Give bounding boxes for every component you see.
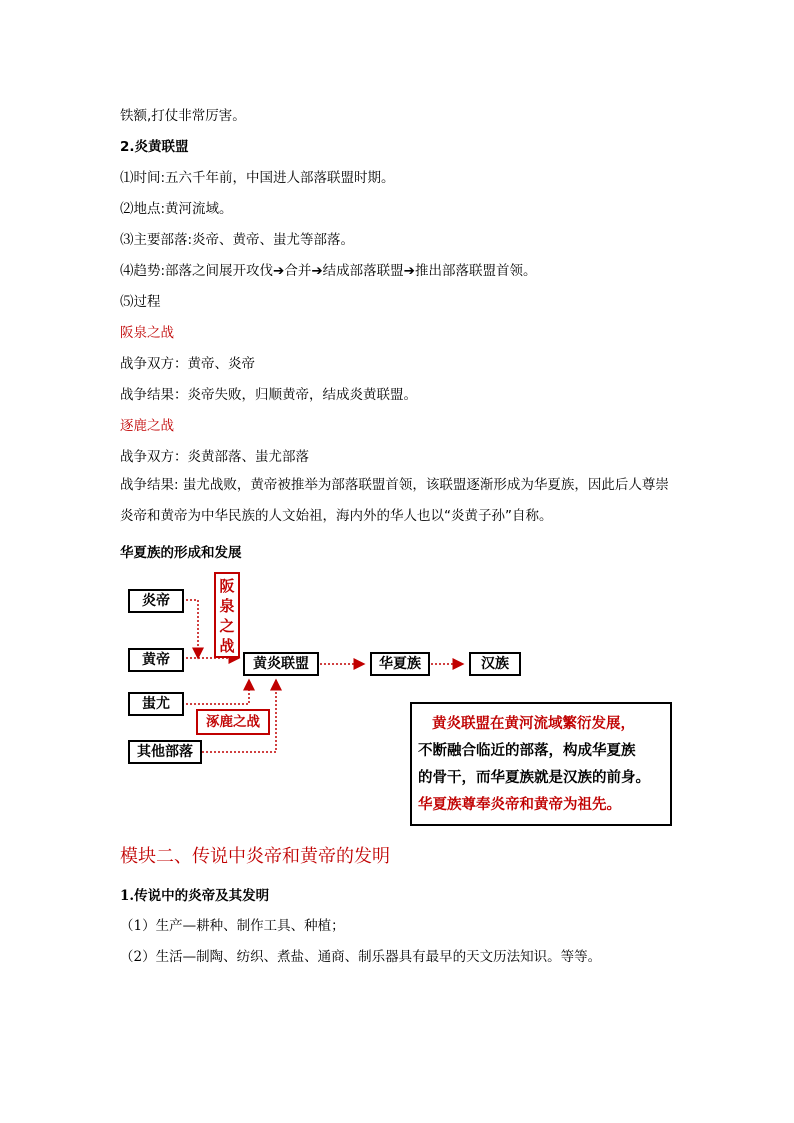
box-huangdi: 黄帝: [128, 648, 184, 672]
text-line: （2）生活—制陶、纺织、煮盐、通商、制乐器具有最早的天文历法知识。等等。: [120, 949, 602, 965]
text-line: ⑷趋势:部落之间展开攻伐➔合并➔结成部落联盟➔推出部落联盟首领。: [120, 263, 537, 279]
box-chiyou: 蚩尤: [128, 692, 184, 716]
text-line: ⑴时间:五六千年前，中国进人部落联盟时期。: [120, 170, 395, 186]
section-heading: 2.炎黄联盟: [120, 139, 189, 155]
box-other-tribes: 其他部落: [128, 740, 202, 764]
note-line: 黄炎联盟在黄河流域繁衍发展，: [432, 716, 635, 732]
text-line: 铁额,打仗非常厉害。: [120, 108, 246, 124]
text-line: （1）生产—耕种、制作工具、种植；: [120, 918, 345, 934]
text-line: ⑸过程: [120, 294, 161, 310]
box-huaxia: 华夏族: [370, 652, 430, 676]
note-line: 的骨干，而华夏族就是汉族的前身。: [418, 770, 650, 786]
battle-title: 逐鹿之战: [120, 418, 174, 434]
text-line: 战争结果：炎帝失败，归顺黄帝，结成炎黄联盟。: [120, 387, 417, 403]
box-yandi: 炎帝: [128, 589, 184, 613]
text-line: ⑶主要部落:炎帝、黄帝、蚩尤等部落。: [120, 232, 355, 248]
note-line: 华夏族尊奉炎帝和黄帝为祖先。: [418, 797, 621, 813]
module-heading: 模块二、传说中炎帝和黄帝的发明: [120, 846, 390, 867]
text-line: ⑵地点:黄河流域。: [120, 201, 233, 217]
summary-note: [410, 702, 672, 826]
formation-diagram: [110, 566, 680, 831]
zhuolu-battle-label: 涿鹿之战: [196, 709, 270, 735]
battle-title: 阪泉之战: [120, 325, 174, 341]
box-han: 汉族: [469, 652, 521, 676]
box-yanhuang-alliance: 黄炎联盟: [243, 652, 319, 676]
paragraph: 战争结果: 蚩尤战败，黄帝被推举为部落联盟首领，该联盟逐渐形成为华夏族，因此后人尊崇炎帝和黄帝为中华民族的人文始祖，海内外的华人也以“炎黄子孙”自称。: [120, 477, 669, 524]
text-line: 战争双方：黄帝、炎帝: [120, 356, 255, 372]
diagram-title: 华夏族的形成和发展: [120, 545, 242, 561]
note-line: 不断融合临近的部落，构成华夏族: [418, 743, 636, 759]
banquan-battle-label: 阪泉之战: [214, 572, 240, 658]
text-line: 战争双方：炎黄部落、蚩尤部落: [120, 449, 309, 465]
section-heading: 1.传说中的炎帝及其发明: [120, 888, 270, 904]
